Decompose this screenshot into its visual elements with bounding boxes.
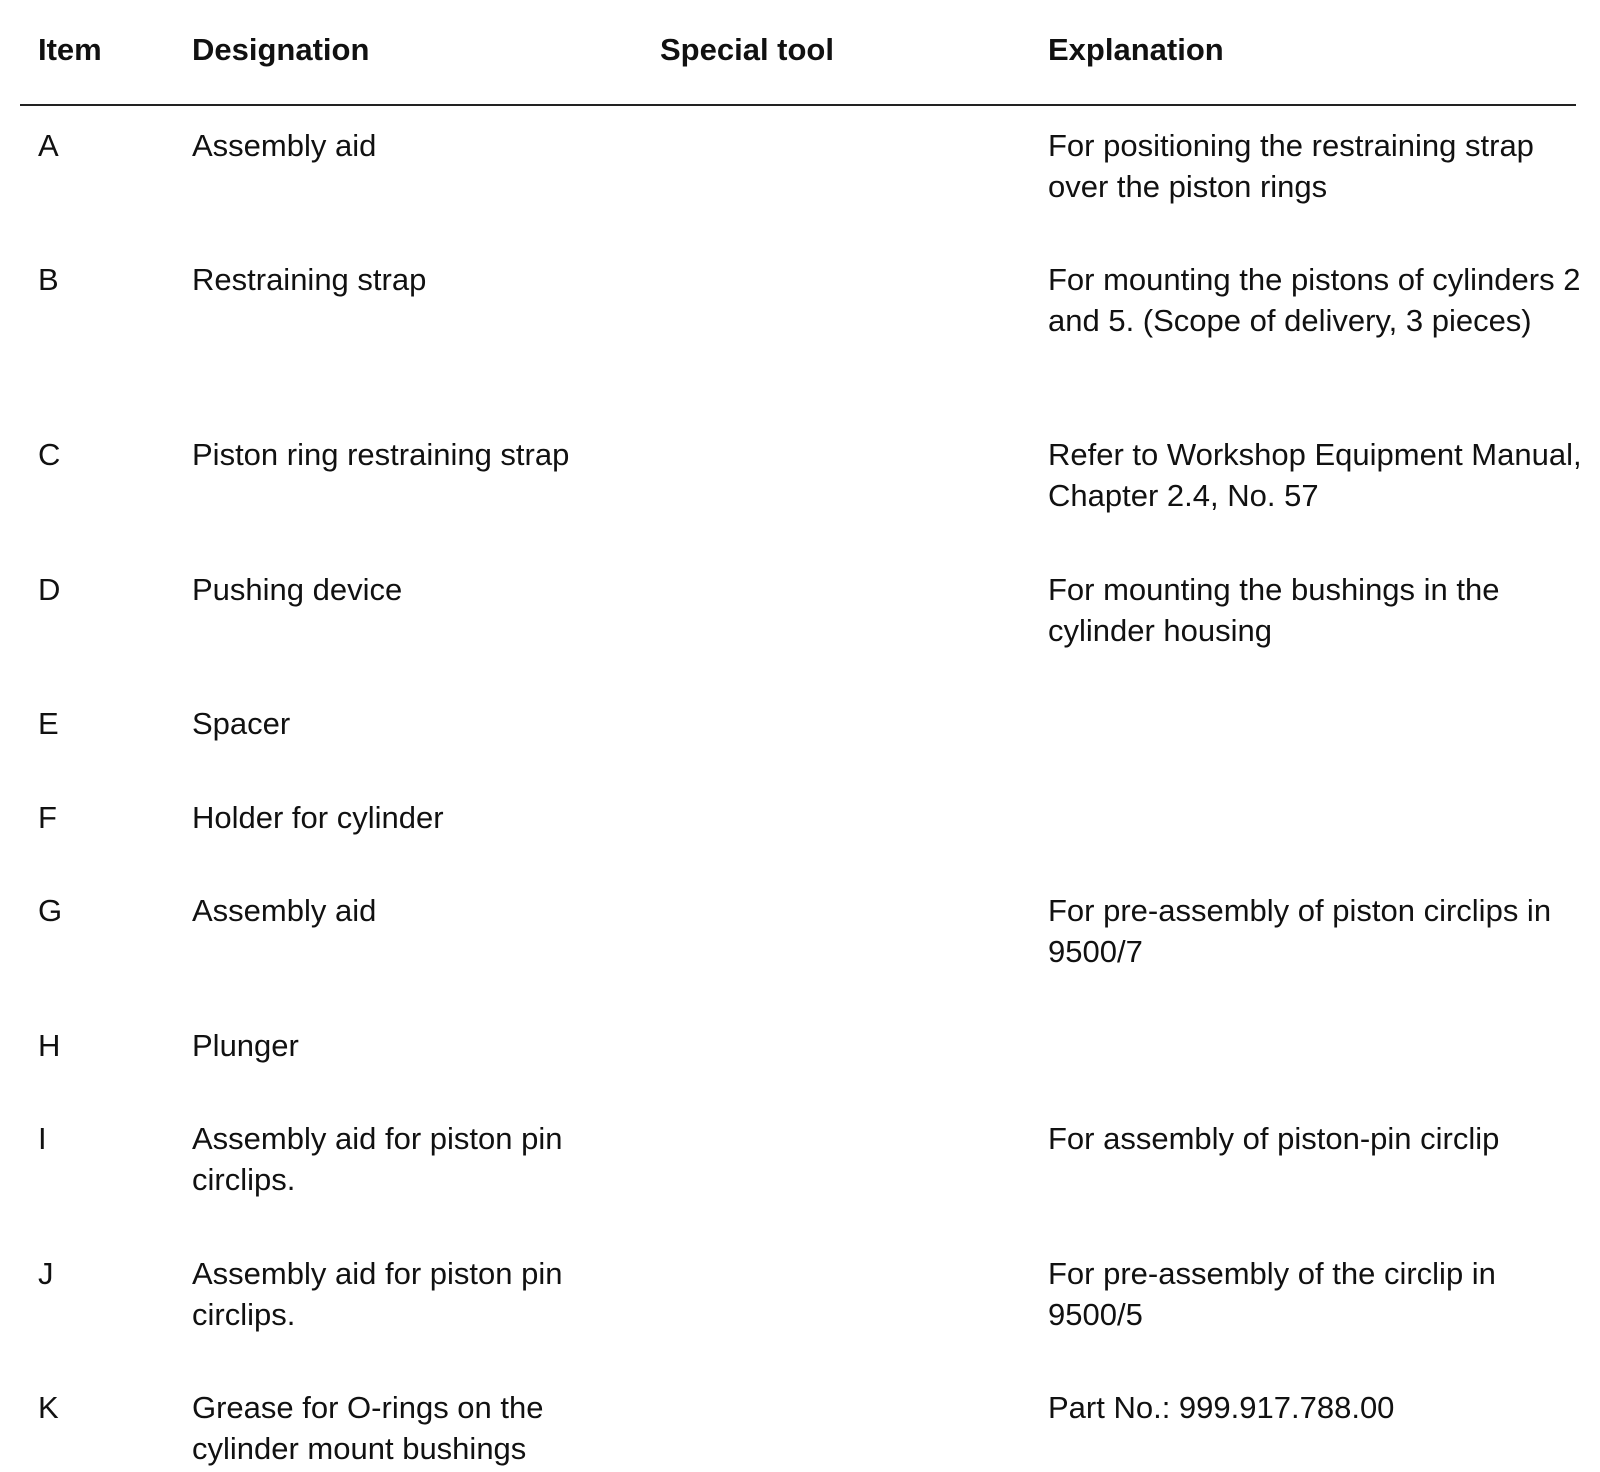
cell-designation: Spacer bbox=[192, 706, 291, 741]
header-item: Item bbox=[38, 32, 102, 67]
cell-item: A bbox=[38, 128, 59, 163]
table-header bbox=[0, 0, 1600, 106]
cell-explanation: For mounting the bushings in the cylinder housing bbox=[1048, 572, 1500, 648]
header-divider bbox=[20, 104, 1576, 106]
cell-designation: Holder for cylinder bbox=[192, 800, 444, 835]
cell-explanation: For positioning the restraining strap over the piston rings bbox=[1048, 128, 1534, 204]
cell-explanation: Part No.: 999.917.788.00 bbox=[1048, 1390, 1395, 1425]
cell-designation: Plunger bbox=[192, 1028, 299, 1063]
cell-item: H bbox=[38, 1028, 61, 1063]
cell-explanation: Refer to Workshop Equipment Manual, Chapter 2.4, No. 57 bbox=[1048, 437, 1582, 513]
cell-item: F bbox=[38, 800, 57, 835]
cell-designation: Piston ring restraining strap bbox=[192, 437, 570, 472]
cell-designation: Pushing device bbox=[192, 572, 403, 607]
cell-explanation: For mounting the pistons of cylinders 2 and 5. (Scope of delivery, 3 pieces) bbox=[1048, 262, 1581, 338]
cell-item: E bbox=[38, 706, 59, 741]
cell-explanation: For pre-assembly of the circlip in 9500/5 bbox=[1048, 1256, 1496, 1332]
cell-designation: Assembly aid for piston pin circlips. bbox=[192, 1256, 563, 1332]
cell-designation: Assembly aid bbox=[192, 893, 377, 928]
cell-item: D bbox=[38, 572, 61, 607]
cell-item: I bbox=[38, 1121, 47, 1156]
cell-designation: Assembly aid bbox=[192, 128, 377, 163]
cell-explanation: For pre-assembly of piston circlips in 9500/7 bbox=[1048, 893, 1552, 969]
cell-item: B bbox=[38, 262, 59, 297]
header-designation: Designation bbox=[192, 32, 370, 67]
cell-designation: Restraining strap bbox=[192, 262, 427, 297]
header-explanation: Explanation bbox=[1048, 32, 1224, 67]
cell-item: C bbox=[38, 437, 61, 472]
cell-item: J bbox=[38, 1256, 54, 1291]
cell-item: G bbox=[38, 893, 63, 928]
header-special-tool: Special tool bbox=[660, 32, 834, 67]
cell-designation: Assembly aid for piston pin circlips. bbox=[192, 1121, 563, 1197]
cell-designation: Grease for O-rings on the cylinder mount bushings bbox=[192, 1390, 544, 1466]
cell-item: K bbox=[38, 1390, 59, 1425]
cell-explanation: For assembly of piston-pin circlip bbox=[1048, 1121, 1500, 1156]
